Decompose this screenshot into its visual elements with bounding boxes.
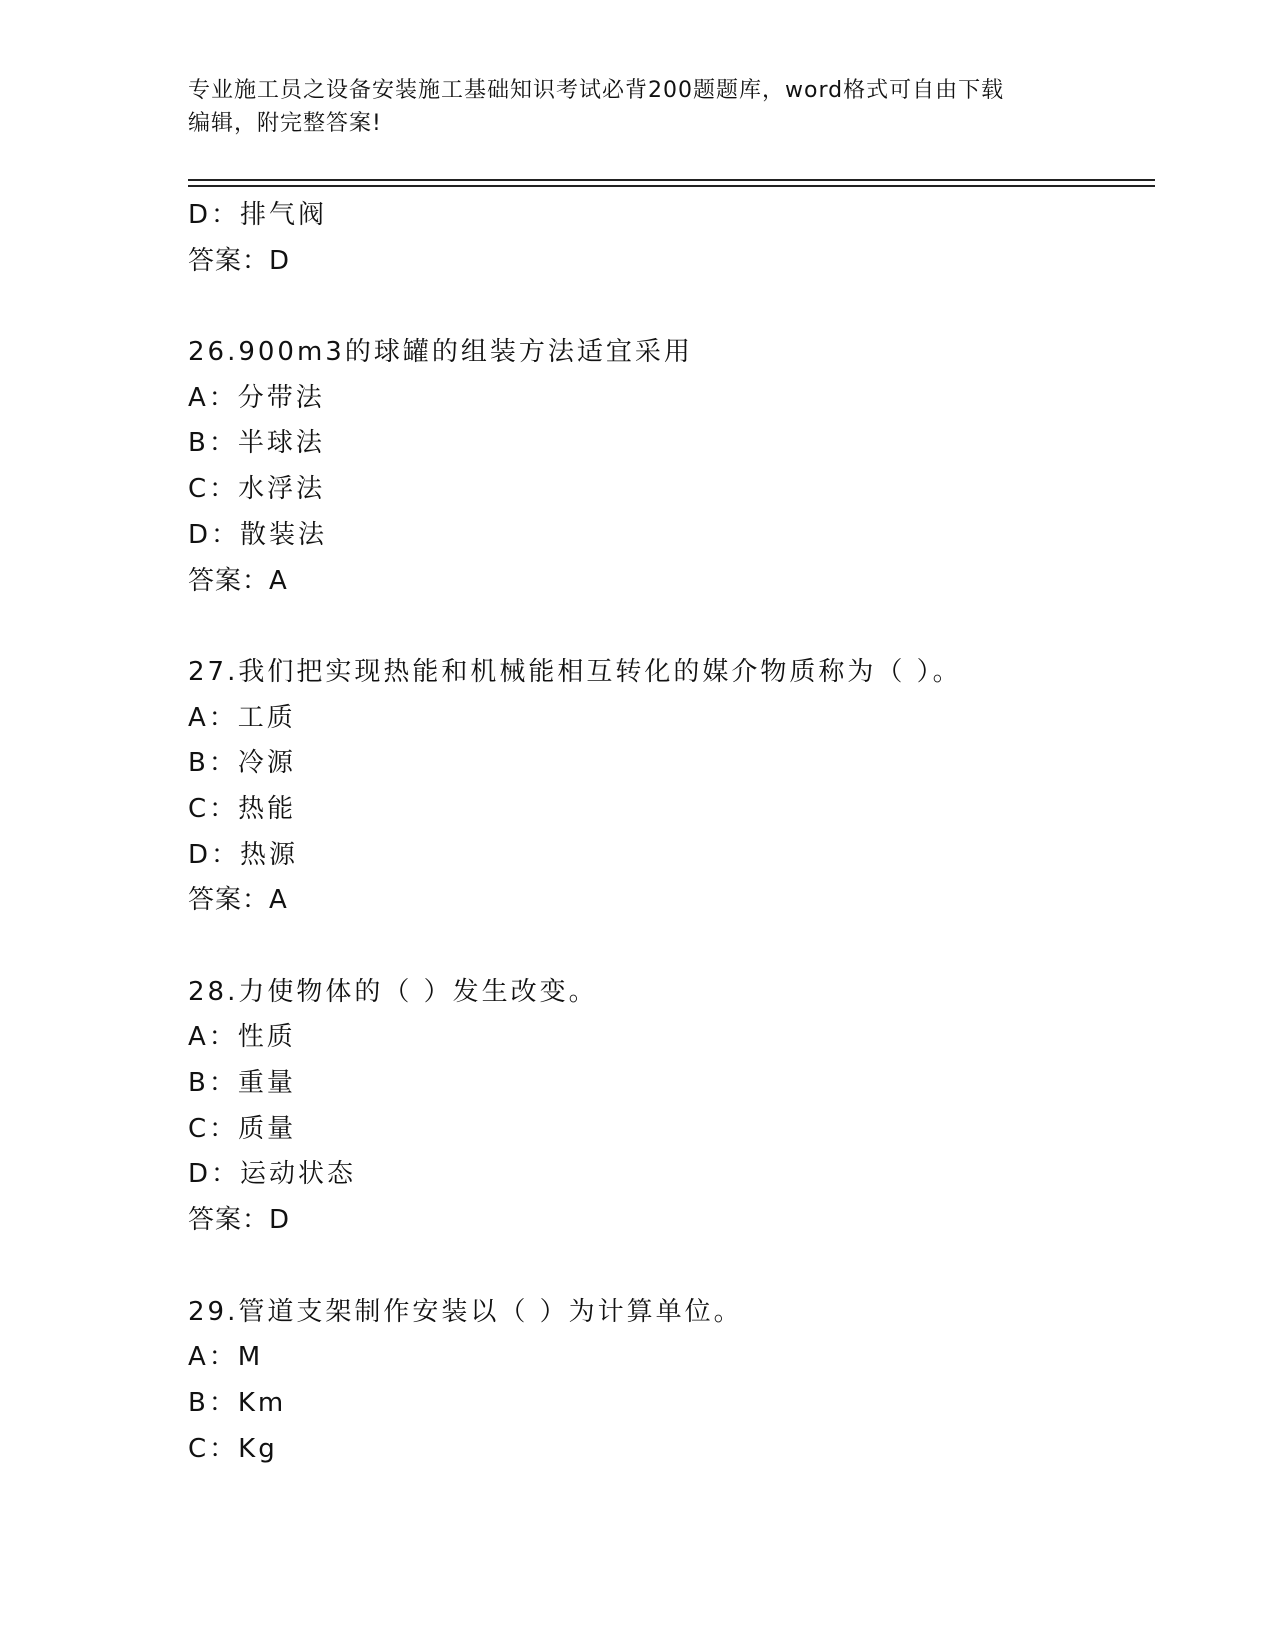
question-list [188, 193, 1148, 1472]
header-line-1: 专业施工员之设备安装施工基础知识考试必背200题题库，word格式可自由下载 [188, 78, 1005, 103]
question-29 [188, 1290, 1148, 1473]
option-d: D：热源 [188, 839, 299, 870]
question-27 [188, 650, 1148, 924]
question-stem: 28.力使物体的（ ）发生改变。 [188, 976, 598, 1007]
answer: 答案：D [188, 1205, 291, 1236]
question-28 [188, 970, 1148, 1244]
document-header [188, 74, 1088, 140]
question-26 [188, 330, 1148, 604]
question-stem: 29.管道支架制作安装以（ ）为计算单位。 [188, 1296, 743, 1327]
option-b: B：Km [188, 1387, 287, 1418]
option-b: B：半球法 [188, 428, 325, 459]
question-stem: 26.900m3的球罐的组装方法适宜采用 [188, 337, 693, 368]
header-line-2: 编辑，附完整答案! [188, 111, 382, 136]
carryover-option-d: D：排气阀 [188, 200, 328, 230]
header-rule-bottom [188, 185, 1155, 187]
option-c: C：质量 [188, 1113, 297, 1144]
option-a: A：M [188, 1342, 264, 1373]
option-d: D：散装法 [188, 519, 328, 550]
option-a: A：工质 [188, 702, 296, 733]
answer: 答案：A [188, 885, 288, 916]
option-b: B：冷源 [188, 748, 296, 779]
header-rule-top [188, 179, 1155, 181]
question-stem: 27.我们把实现热能和机械能相互转化的媒介物质称为（ ）。 [188, 656, 962, 687]
option-d: D：运动状态 [188, 1159, 357, 1190]
option-c: C：热能 [188, 793, 297, 824]
option-c: C：Kg [188, 1433, 278, 1464]
option-c: C：水浮法 [188, 474, 326, 505]
carryover-answer: 答案：D [188, 245, 291, 276]
answer: 答案：A [188, 565, 288, 596]
option-a: A：分带法 [188, 382, 325, 413]
option-b: B：重量 [188, 1068, 296, 1099]
option-a: A：性质 [188, 1022, 296, 1053]
